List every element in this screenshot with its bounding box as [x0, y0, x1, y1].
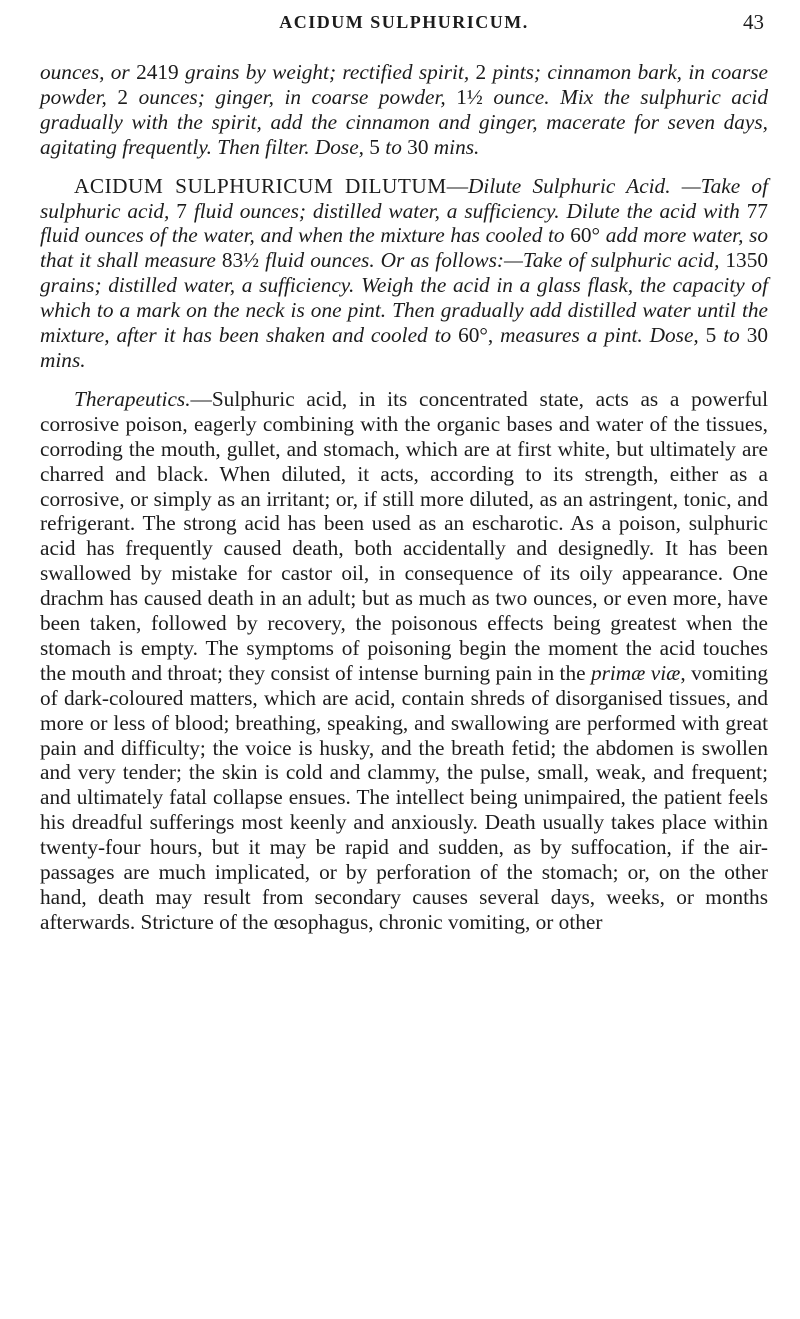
text-run: 5: [705, 323, 724, 348]
text-run: 77: [746, 198, 768, 223]
italic-text: ounces; ginger, in coarse powder,: [138, 84, 457, 109]
italic-text: mins.: [40, 347, 86, 372]
italic-text: to: [385, 134, 408, 159]
italic-text: ounce. Mix the sulphuric acid gradually with the spirit, add the cinnamon and ginger, macerate for seven days, agitating frequently. Then filter. Dose,: [40, 84, 768, 159]
italic-text: add more water, so that it shall measure: [40, 223, 769, 273]
italic-text: mins.: [433, 134, 480, 159]
page-number: 43: [743, 10, 764, 34]
text-run: 60°,: [458, 323, 501, 348]
text-run: 2: [475, 60, 493, 84]
running-head: ACIDUM SULPHURICUM.: [279, 12, 529, 32]
text-run: 7: [176, 198, 194, 223]
page-header: [40, 8, 768, 38]
italic-text: grains; distilled water, a sufficiency. Weigh the acid in a glass flask, the capacity of which to a mark on the neck is one pint. Then gradually add distilled water until the mixture, after it has been shaken and cooled to: [40, 273, 768, 348]
paragraph: [40, 60, 768, 160]
text-run: —Sulphuric acid, in its concentrated state, acts as a powerful corrosive poison, eagerly combining with the organic bases and water of the tissues, corroding the mouth, gullet, and stomach, which are at first white, but ultimately are charred and black. When diluted, it acts, according to its strength, either as a corrosive, or simply as an irritant; or, if still more diluted, as an astringent, tonic, and refrigerant. The strong acid has been used as an escharotic. As a poison, sulphuric acid has frequently caused death, both accidentally and designedly. It has been swallowed by mistake for castor oil, in consequence of its oily appearance. One drachm has caused death in an adult; but as much as two ounces, or even more, have been taken, followed by recovery, the poisonous effects being greatest when the stomach is empty. The symptoms of poisoning begin the moment the acid touches the mouth and throat; they consist of intense burning pain in the: [40, 386, 768, 685]
text-run: 83½: [221, 248, 266, 273]
paragraph: [40, 387, 768, 935]
text-run: 30: [407, 134, 434, 159]
italic-text: grains by weight; rectified spirit,: [184, 60, 476, 84]
book-page: [40, 0, 768, 1319]
text-run: , vomiting of dark-coloured matters, which are acid, contain shreds of disorganised tissues, and more or less of blood; breathing, speaking, and swallowing are performed with great pain and difficulty; the voice is husky, and the breath fetid; the abdomen is swollen and very tender; the skin is cold and clammy, the pulse, small, weak, and frequent; and ultimately fatal collapse ensues. The intellect being unimpaired, the patient feels his dreadful sufferings most keenly and anxiously. Death usually takes place within twenty-four hours, but it may be rapid and sudden, as by suffocation, if the air-passages are much implicated, or by perforation of the stomach; or, on the other hand, death may result from secondary causes several days, weeks, or months afterwards. Stricture of the œsophagus, chronic vomiting, or other: [40, 660, 769, 934]
italic-text: fluid ounces; distilled water, a sufficiency. Dilute the acid with: [193, 198, 747, 223]
text-run: ACIDUM SULPHURICUM DILUTUM: [74, 173, 447, 198]
text-run: 1350: [725, 248, 768, 273]
text-run: —: [446, 173, 469, 198]
text-run: 1½: [456, 84, 494, 109]
italic-text: measures a pint. Dose,: [500, 323, 706, 348]
body-text: [40, 60, 768, 935]
text-run: 5: [369, 134, 386, 159]
italic-text: ounces, or: [40, 60, 137, 84]
text-run: 30: [746, 323, 768, 348]
italic-text: fluid ounces of the water, and when the mixture has cooled to: [40, 223, 571, 248]
italic-text: Dilute Sulphuric Acid. —Take of sulphuric acid,: [40, 173, 768, 223]
paragraph: [40, 174, 768, 373]
italic-text: Therapeutics.: [74, 386, 191, 411]
italic-text: pints; cinnamon bark, in coarse powder,: [40, 60, 768, 109]
text-run: 60°: [570, 223, 606, 248]
text-run: 2: [117, 84, 139, 109]
text-run: 2419: [136, 60, 185, 84]
italic-text: primæ viæ: [590, 660, 681, 685]
italic-text: to: [723, 323, 747, 348]
italic-text: fluid ounces. Or as follows:—Take of sulphuric acid,: [265, 248, 726, 273]
